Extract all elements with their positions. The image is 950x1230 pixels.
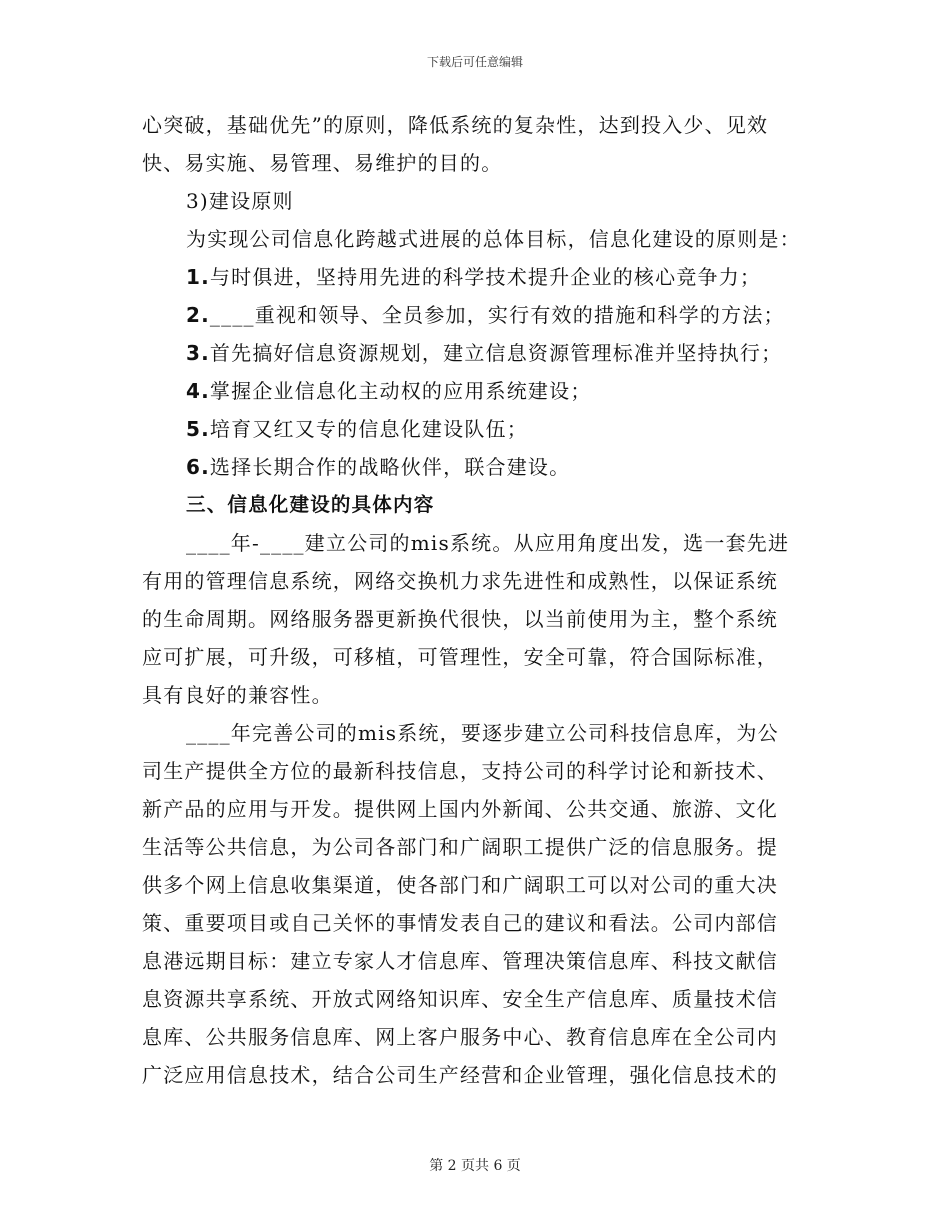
text-line: 息库、公共服务信息库、网上客户服务中心、教育信息库在全公司内: [142, 1025, 778, 1049]
principle-item: [142, 296, 806, 334]
text-line: 广泛应用信息技术，结合公司生产经营和企业管理，强化信息技术的: [142, 1063, 778, 1087]
text-line: 司生产提供全方位的最新科技信息，支持公司的科学讨论和新技术、: [142, 759, 778, 783]
principle-number: 5.: [186, 417, 210, 441]
text-line: 新产品的应用与开发。提供网上国内外新闻、公共交通、旅游、文化: [142, 797, 778, 821]
section-title: 3)建设原则: [186, 189, 294, 213]
text-line: 息资源共享系统、开放式网络知识库、安全生产信息库、质量技术信: [142, 987, 778, 1011]
page-number: 第 2 页共 6 页: [429, 1158, 521, 1174]
principle-text: 掌握企业信息化主动权的应用系统建设；: [209, 379, 592, 403]
principle-item: [142, 258, 806, 296]
text-line: 策、重要项目或自己关怀的事情发表自己的建议和看法。公司内部信: [142, 911, 778, 935]
text-line: 息港远期目标：建立专家人才信息库、管理决策信息库、科技文献信: [142, 949, 778, 973]
text-line: 供多个网上信息收集渠道，使各部门和广阔职工可以对公司的重大决: [142, 873, 778, 897]
text-line: 具有良好的兼容性。: [142, 683, 333, 707]
text-line: 的生命周期。网络服务器更新换代很快，以当前使用为主，整个系统: [142, 607, 778, 631]
section-intro: 为实现公司信息化跨越式进展的总体目标，信息化建设的原则是：: [186, 227, 801, 251]
text-line: ____年-____建立公司的mis系统。从应用角度出发，选一套先进: [186, 531, 790, 555]
text-line: 心突破，基础优先”的原则，降低系统的复杂性，达到投入少、见效: [142, 113, 769, 137]
principle-item: [142, 372, 806, 410]
page-header: 下载后可任意编辑: [426, 55, 523, 69]
principle-text: 与时俱进，坚持用先进的科学技术提升企业的核心竞争力；: [209, 265, 762, 289]
principle-item: [142, 334, 806, 372]
principle-text: 选择长期合作的战略伙伴，联合建设。: [209, 455, 571, 479]
text-line: ____年完善公司的mis系统，要逐步建立公司科技信息库，为公: [186, 721, 779, 745]
text-line: 应可扩展，可升级，可移植，可管理性，安全可靠，符合国际标准，: [142, 645, 778, 669]
section-heading: 三、信息化建设的具体内容: [186, 493, 435, 516]
principle-text: 培育又红又专的信息化建设队伍；: [209, 417, 528, 441]
principle-number: 4.: [186, 379, 210, 403]
text-line: 有用的管理信息系统，网络交换机力求先进性和成熟性，以保证系统: [142, 569, 778, 593]
text-line: 生活等公共信息，为公司各部门和广阔职工提供广泛的信息服务。提: [142, 835, 778, 859]
text-line: 快、易实施、易管理、易维护的目的。: [142, 151, 503, 175]
principle-number: 6.: [186, 455, 210, 479]
document-body: [142, 106, 806, 1094]
principle-text: ____重视和领导、全员参加，实行有效的措施和科学的方法；: [209, 303, 785, 327]
principle-item: [142, 410, 806, 448]
principle-number: 2.: [186, 303, 210, 327]
principle-number: 3.: [186, 341, 210, 365]
principle-text: 首先搞好信息资源规划，建立信息资源管理标准并坚持执行；: [209, 341, 783, 365]
principle-item: [142, 448, 806, 486]
principle-number: 1.: [186, 265, 210, 289]
